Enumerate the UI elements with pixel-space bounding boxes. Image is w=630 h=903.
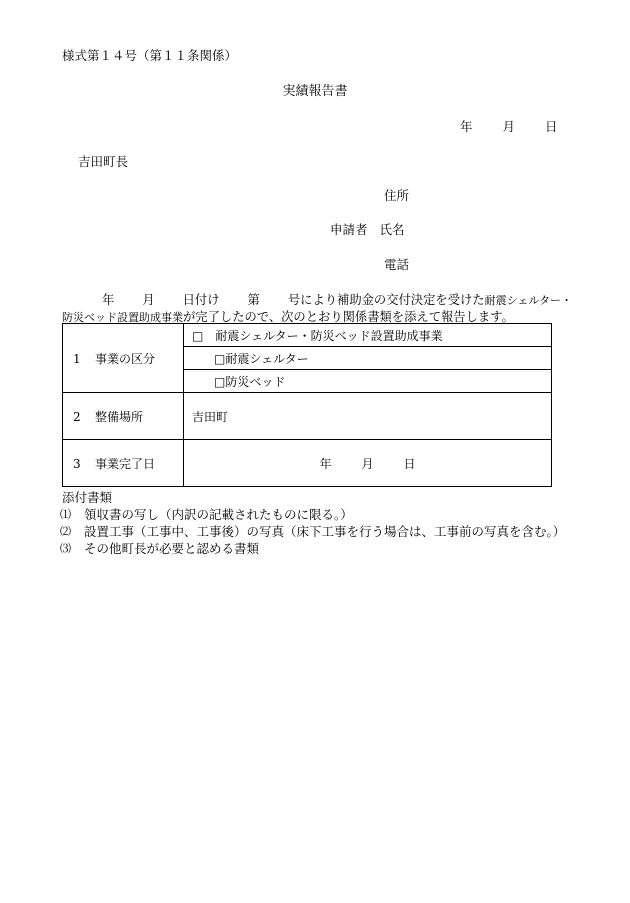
statement-closing: が完了したので、次のとおり関係書類を添えて報告します。 (183, 310, 514, 324)
applicant-label: 申請者 (330, 222, 368, 237)
item-text: 設置工事（工事中、工事後）の写真（床下工事を行う場合は、工事前の写真を含む。） (84, 524, 566, 539)
list-item (60, 506, 582, 523)
row-label: 事業完了日 (95, 456, 156, 471)
item-text: 領収書の写し（内訳の記載されたものに限る。） (84, 507, 353, 522)
row-number: 1 (73, 351, 81, 366)
item-marker: ⑶ (60, 542, 71, 555)
category-option-bed[interactable]: □防災ベッド (184, 370, 552, 393)
completion-label-cell (63, 440, 184, 487)
category-option-main[interactable]: □ 耐震シェルター・防災ベッド設置助成事業 (184, 324, 552, 347)
date-day-label: 日 (545, 119, 558, 134)
statement-project-a: 耐震シェル (484, 294, 539, 307)
completion-month-label: 月 (361, 456, 374, 471)
row-number: 3 (73, 456, 81, 471)
statement-date-suffix: 日付け (182, 293, 220, 307)
report-date-line (460, 119, 558, 134)
attachments-section (62, 489, 582, 557)
table-row (63, 440, 552, 487)
category-label-cell (63, 324, 184, 393)
completion-day-label: 日 (403, 456, 416, 471)
row-number: 2 (73, 409, 81, 424)
row-label: 整備場所 (95, 409, 144, 424)
form-number: 様式第１４号（第１１条関係） (62, 48, 238, 63)
attachments-heading: 添付書類 (62, 490, 113, 505)
completion-year-label: 年 (319, 456, 332, 471)
table-row (63, 393, 552, 440)
list-item (60, 523, 582, 540)
statement-month: 月 (142, 293, 155, 307)
document-title: 実績報告書 (282, 84, 348, 99)
statement-number-prefix: 第 (247, 293, 260, 307)
name-label: 氏名 (379, 222, 405, 237)
phone-label: 電話 (384, 257, 410, 272)
item-marker: ⑴ (60, 508, 71, 521)
date-month-label: 月 (502, 119, 516, 134)
category-option-shelter[interactable]: □耐震シェルター (184, 347, 552, 370)
applicant-name-line (330, 222, 405, 237)
date-year-label: 年 (460, 119, 473, 134)
statement-text: 号により補助金の交付決定を受けた (287, 293, 485, 307)
list-item (60, 540, 582, 557)
statement-project-b: ター・防災ベッド設置助成事業 (62, 294, 572, 324)
report-table (62, 323, 552, 487)
table-row (63, 324, 552, 347)
statement-year: 年 (102, 293, 115, 307)
completion-date-field[interactable] (184, 440, 552, 487)
address-label: 住所 (384, 188, 410, 203)
location-value[interactable]: 吉田町 (184, 393, 552, 440)
report-statement (62, 292, 582, 326)
location-label-cell (63, 393, 184, 440)
addressee: 吉田町長 (78, 154, 129, 169)
row-label: 事業の区分 (95, 351, 156, 366)
item-marker: ⑵ (60, 525, 71, 538)
item-text: その他町長が必要と認める書類 (84, 541, 260, 556)
